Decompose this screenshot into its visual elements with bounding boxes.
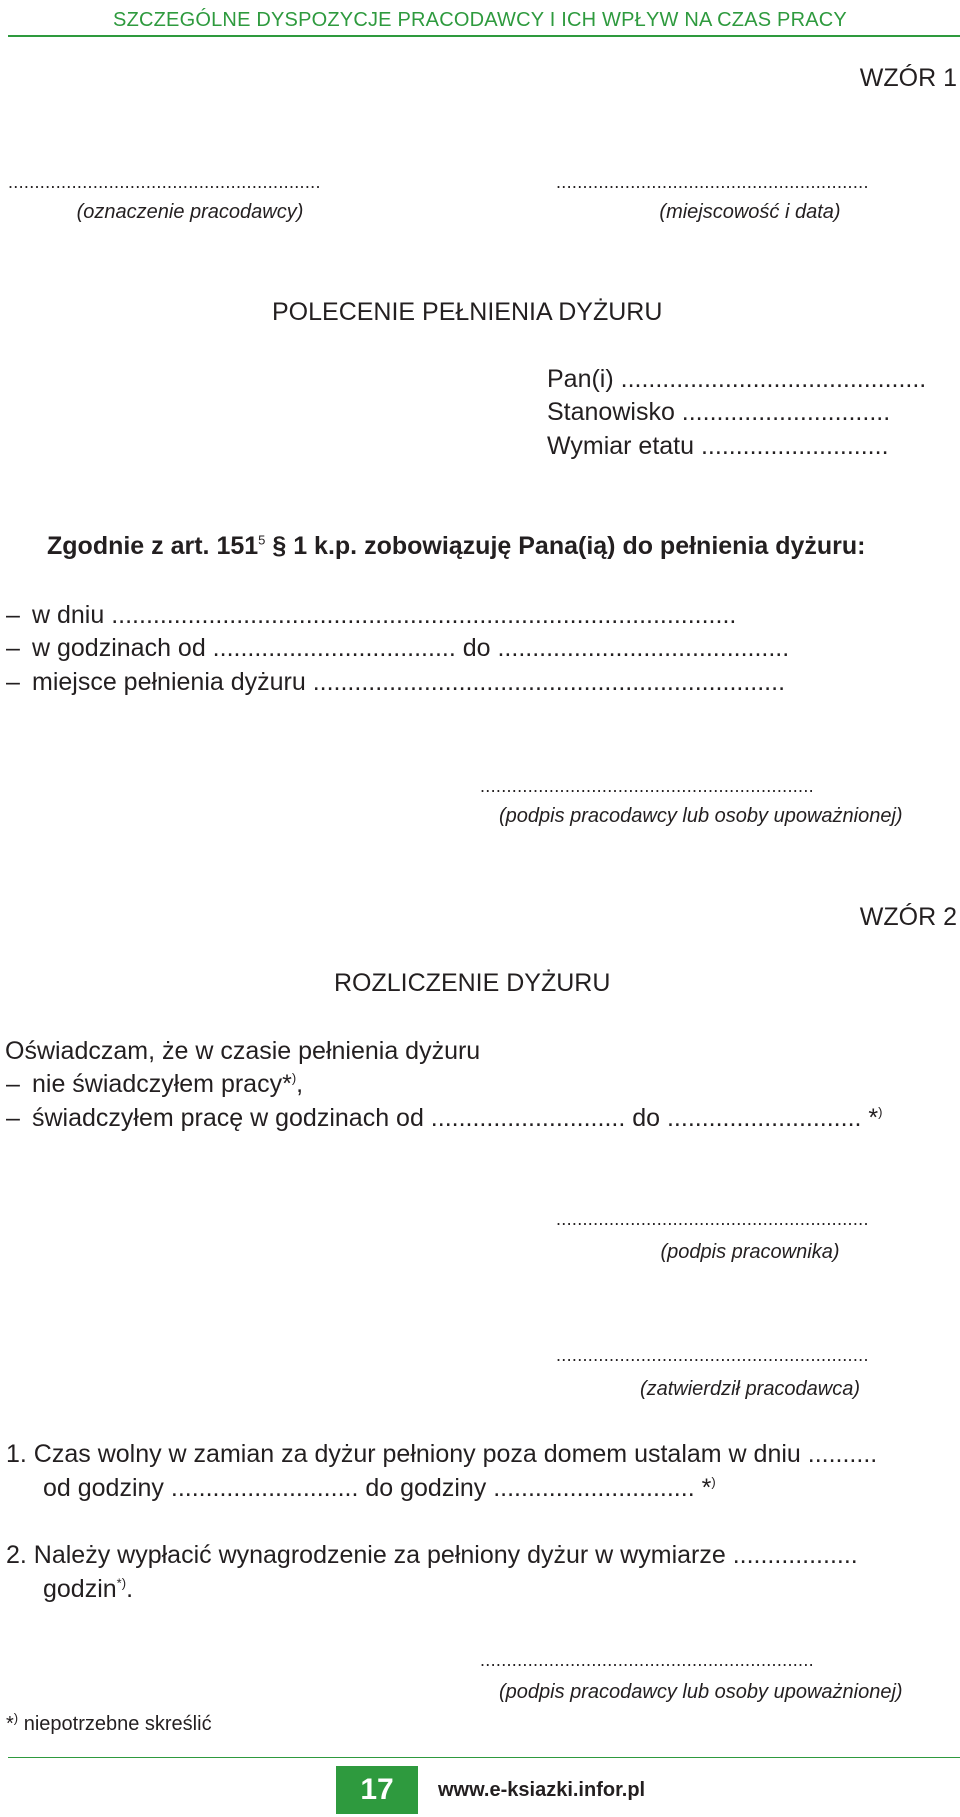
dash-5: – <box>6 1104 20 1132</box>
dash-3: – <box>6 668 20 696</box>
form1-sign-dots: ............................................................... <box>480 776 814 796</box>
footnote: *) niepotrzebne skreślić <box>6 1710 212 1735</box>
header-divider <box>8 35 960 37</box>
employer-dots: ........................................................... <box>8 172 321 192</box>
point-2-line-1: 2. Należy wypłacić wynagrodzenie za pełniony dyżur w wymiarze .................. <box>6 1541 858 1569</box>
running-title: SZCZEGÓLNE DYSPOZYCJE PRACODAWCY I ICH WPŁYW NA CZAS PRACY <box>113 9 847 31</box>
dash-1: – <box>6 601 20 629</box>
form1-intro: Zgodnie z art. $151^5$ § 1 k.p. zobowiązuję Pana(ią) do pełnienia dyżuru: <box>47 532 866 560</box>
item-day: w dniu .......................................................................................... <box>32 601 737 629</box>
place-dots: ........................................................... <box>556 172 869 192</box>
employer-caption: (oznaczenie pracodawcy) <box>76 201 304 223</box>
workload-line: Wymiar etatu ........................... <box>547 432 889 460</box>
dash-2: – <box>6 634 20 662</box>
footer-divider <box>8 1757 960 1758</box>
approved-dots: ........................................................... <box>556 1345 869 1365</box>
place-caption: (miejscowość i data) <box>659 201 841 223</box>
form1-label: WZÓR 1 <box>859 64 957 92</box>
item-no-work: nie świadczyłem pracy*), <box>32 1070 304 1098</box>
employee-sign-caption: (podpis pracownika) <box>660 1241 840 1263</box>
form2-label: WZÓR 2 <box>859 903 957 931</box>
approved-caption: (zatwierdził pracodawca) <box>639 1378 861 1400</box>
form1-title: POLECENIE PEŁNIENIA DYŻURU <box>272 298 663 326</box>
form1-sign-caption: (podpis pracodawcy lub osoby upoważnionej) <box>499 805 903 827</box>
form2-sign-caption: (podpis pracodawcy lub osoby upoważnionej) <box>499 1681 903 1703</box>
position-line: Stanowisko .............................. <box>547 398 891 426</box>
item-place: miejsce pełnienia dyżuru .................................................................... <box>32 668 786 696</box>
employee-sign-dots: ........................................................... <box>556 1209 869 1229</box>
form2-title: ROZLICZENIE DYŻURU <box>334 969 611 997</box>
point-2-line-2: godzin*). <box>43 1575 134 1603</box>
point-1-line-1: 1. Czas wolny w zamian za dyżur pełniony poza domem ustalam w dniu .......... <box>6 1440 878 1468</box>
page-number: 17 <box>336 1766 418 1814</box>
form2-sign-dots: ............................................................... <box>480 1650 814 1670</box>
statement: Oświadczam, że w czasie pełnienia dyżuru <box>5 1037 481 1065</box>
item-hours: w godzinach od ................................... do .......................................... <box>32 634 790 662</box>
point-1-line-2: od godziny ........................... do godziny ............................. *) <box>43 1474 716 1502</box>
website-link[interactable]: www.e-ksiazki.infor.pl <box>438 1779 646 1801</box>
item-worked-hours: świadczyłem pracę w godzinach od ............................ do ............................ *) <box>32 1104 883 1132</box>
recipient-line: Pan(i) ............................................ <box>547 365 927 393</box>
dash-4: – <box>6 1070 20 1098</box>
